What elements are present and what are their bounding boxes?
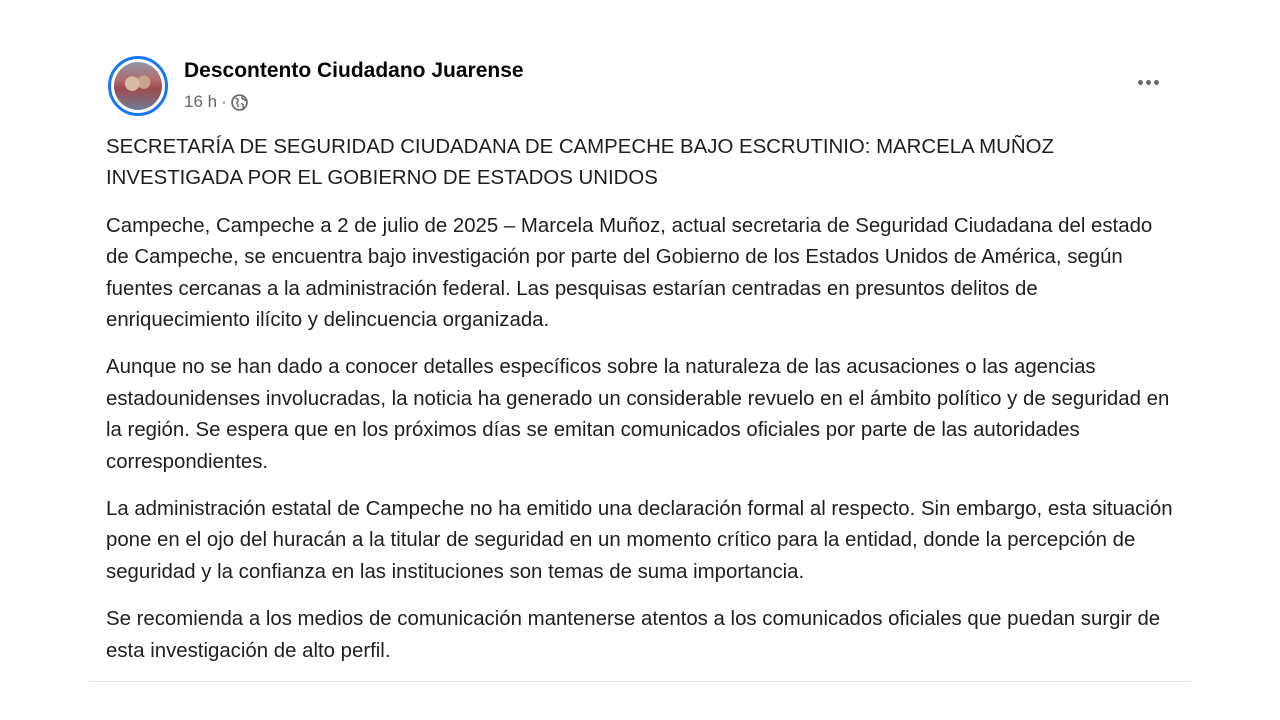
post-header: [90, 40, 1190, 130]
more-options-icon[interactable]: [1130, 68, 1166, 96]
more-dot: [1138, 80, 1143, 85]
facebook-post: [90, 40, 1190, 682]
page-avatar[interactable]: [108, 56, 168, 116]
page-name-link[interactable]: Descontento Ciudadano Juarense: [184, 59, 524, 82]
post-paragraph: La administración estatal de Campeche no ha emitido una declaración formal al respecto. Sin embargo, esta situación pone en el ojo del huracán a la titular de seguridad en un momento crítico para la entidad, donde la percepción de seguridad y la confianza en las instituciones son temas de suma importancia.: [106, 498, 1173, 583]
avatar-image: [114, 62, 162, 110]
post-headline: SECRETARÍA DE SEGURIDAD CIUDADANA DE CAMPECHE BAJO ESCRUTINIO: MARCELA MUÑOZ INVESTIGADA POR EL GOBIERNO DE ESTADOS UNIDOS: [106, 136, 1054, 190]
post-paragraph: Campeche, Campeche a 2 de julio de 2025 – Marcela Muñoz, actual secretaria de Seguridad Ciudadana del estado de Campeche, se encuentra bajo investigación por parte del Gobierno de los Estados Unidos de América, según fuentes cercanas a la administración federal. Las pesquisas estarían centradas en presuntos delitos de enriquecimiento ilícito y delincuencia organizada.: [106, 214, 1153, 332]
more-dot: [1146, 80, 1151, 85]
post-paragraph: Aunque no se han dado a conocer detalles específicos sobre la naturaleza de las acusaciones o las agencias estadounidenses involucradas, la noticia ha generado un considerable revuelo en el ámbito político y de seguridad en la región. Se espera que en los próximos días se emitan comunicados oficiales por parte de las autoridades correspondientes.: [106, 356, 1170, 473]
post-meta: [184, 91, 248, 113]
post-body: [106, 132, 1176, 683]
post-timestamp[interactable]: 16 h: [184, 92, 218, 111]
more-dot: [1154, 80, 1159, 85]
post-paragraph: Se recomienda a los medios de comunicación mantenerse atentos a los comunicados oficiales que puedan surgir de esta investigación de alto perfil.: [106, 608, 1161, 662]
meta-separator: ·: [221, 92, 227, 111]
globe-icon[interactable]: [231, 94, 248, 111]
